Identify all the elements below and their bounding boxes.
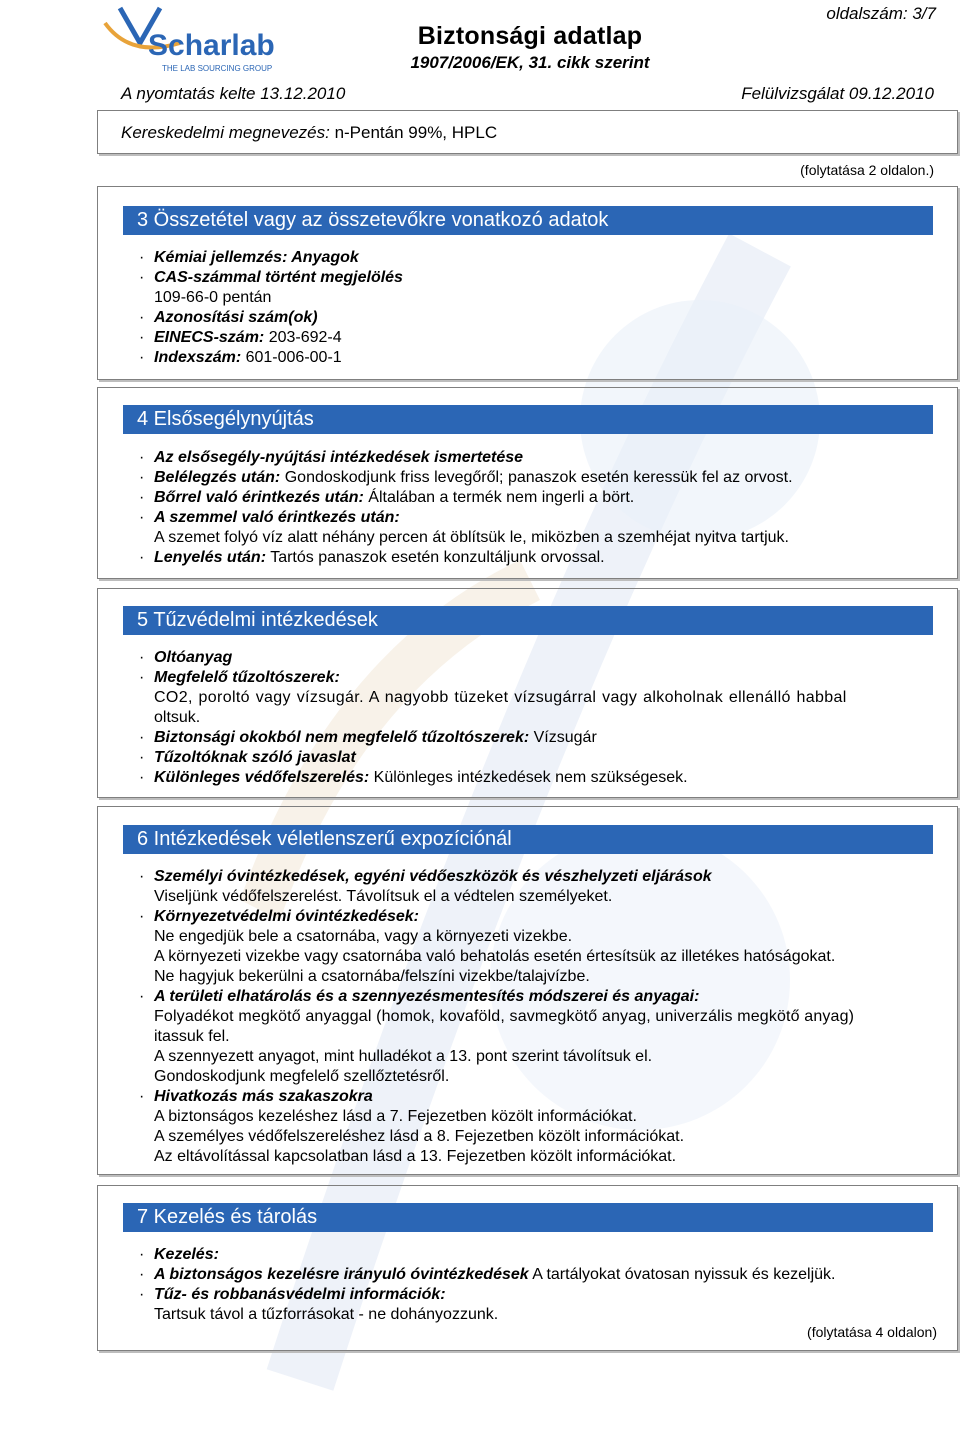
line <box>139 947 947 967</box>
line: · Indexszám: 601-006-00-1 <box>139 349 342 366</box>
line <box>139 1047 947 1067</box>
text: A tartályokat óvatosan nyissuk és kezeljük. <box>532 1266 836 1283</box>
section-7 <box>97 1185 958 1351</box>
page-number: oldalszám: 3/7 <box>826 4 936 23</box>
text: 601-006-00-1 <box>245 349 342 366</box>
trade-name <box>121 123 497 143</box>
text: A szennyezett anyagot, mint hulladékot a 13. pont szerint távolítsuk el. <box>154 1048 653 1065</box>
line <box>139 688 947 708</box>
print-date: A nyomtatás kelte 13.12.2010 <box>121 84 346 103</box>
section-6-body <box>139 867 947 1167</box>
line <box>139 1305 947 1325</box>
text: Gondoskodjunk megfelelő szellőztetésről. <box>154 1068 450 1085</box>
line: · Lenyelés után: Tartós panaszok esetén konzultáljunk orvossal. <box>139 549 605 566</box>
line: · Bőrrel való érintkezés után: Általában a termék nem ingerli a bört. <box>139 489 635 506</box>
section-3-body <box>139 248 947 368</box>
section-4-body <box>139 448 947 568</box>
section-5 <box>97 588 958 798</box>
text: A szemet folyó víz alatt néhány percen át öblítsük le, miközben a szemhéjat nyitva tartjuk. <box>154 529 789 546</box>
line: · Megfelelő tűzoltószerek: <box>139 669 340 686</box>
section-7-body <box>139 1245 947 1325</box>
text-bold: CAS-számmal történt megjelölés <box>154 269 403 286</box>
document-subtitle: 1907/2006/EK, 31. cikk szerint <box>410 53 650 72</box>
line: · Belélegzés után: Gondoskodjunk friss levegőről; panaszok esetén keressük fel az orvost. <box>139 469 793 486</box>
line: · CAS-számmal történt megjelölés <box>139 269 403 286</box>
trade-name-box <box>97 110 958 154</box>
line <box>139 1147 947 1167</box>
text: A személyes védőfelszereléshez lásd a 8. Fejezetben közölt információkat. <box>154 1128 685 1145</box>
line <box>139 708 947 728</box>
text: Gondoskodjunk friss levegőről; panaszok esetén keressük fel az orvost. <box>284 469 793 486</box>
text-bold: Személyi óvintézkedések, egyéni védőeszközök és vészhelyzeti eljárások <box>154 868 712 885</box>
text: Folyadékot megkötő anyaggal (homok, kovaföld, savmegkötő anyag, univerzális megkötő anyag) <box>154 1008 855 1025</box>
text-bold: A területi elhatárolás és a szennyezésmentesítés módszerei és anyagai: <box>154 988 700 1005</box>
text-bold: EINECS-szám: <box>154 329 265 346</box>
text-bold: Oltóanyag <box>154 649 233 666</box>
text: CO2, poroltó vagy vízsugár. A nagyobb tüzeket vízsugárral vagy alkoholnak ellenálló habbal <box>154 689 847 706</box>
text-bold: Tűz- és robbanásvédelmi információk: <box>154 1286 446 1303</box>
line: · Személyi óvintézkedések, egyéni védőeszközök és vészhelyzeti eljárások <box>139 868 712 885</box>
revision-date: Felülvizsgálat 09.12.2010 <box>741 84 934 103</box>
text-bold: Tűzoltóknak szóló javaslat <box>154 749 356 766</box>
text-bold: Indexszám: <box>154 349 242 366</box>
logo-tagline: THE LAB SOURCING GROUP <box>162 64 273 73</box>
line <box>139 1107 947 1127</box>
line: · A szemmel való érintkezés után: <box>139 509 400 526</box>
line: · A biztonságos kezelésre irányuló óvintézkedések A tartályokat óvatosan nyissuk és kezeljük. <box>139 1266 836 1283</box>
text: 203-692-4 <box>268 329 342 346</box>
line: · Tűzoltóknak szóló javaslat <box>139 749 356 766</box>
text: itassuk fel. <box>154 1028 230 1045</box>
logo-wordmark: Scharlab <box>148 29 275 62</box>
text: Tartsuk távol a tűzforrásokat - ne dohányozzunk. <box>154 1306 499 1323</box>
line: · Oltóanyag <box>139 649 233 666</box>
text-bold: Az elsősegély-nyújtási intézkedések ismertetése <box>154 449 524 466</box>
section-4-title: 4 Elsősegélynyújtás <box>123 405 933 434</box>
section-6 <box>97 806 958 1175</box>
text: A biztonságos kezeléshez lásd a 7. Fejezetben közölt információkat. <box>154 1108 637 1125</box>
section-3-title: 3 Összetétel vagy az összetevőkre vonatkozó adatok <box>123 206 933 235</box>
section-6-title: 6 Intézkedések véletlenszerű expozíciónál <box>123 825 933 854</box>
line <box>139 887 947 907</box>
line: · Tűz- és robbanásvédelmi információk: <box>139 1286 446 1303</box>
text-bold: Hivatkozás más szakaszokra <box>154 1088 373 1105</box>
line <box>139 927 947 947</box>
text-bold: Lenyelés után: <box>154 549 267 566</box>
line: · A területi elhatárolás és a szennyezésmentesítés módszerei és anyagai: <box>139 988 700 1005</box>
section-4 <box>97 387 958 579</box>
continued-from-note: (folytatása 2 oldalon.) <box>800 162 934 178</box>
section-3 <box>97 186 958 380</box>
line <box>139 288 947 308</box>
text-bold: A szemmel való érintkezés után: <box>154 509 400 526</box>
text-bold: Kezelés: <box>154 1246 219 1263</box>
text: Tartós panaszok esetén konzultáljunk orvossal. <box>270 549 605 566</box>
text: Az eltávolítással kapcsolatban lásd a 13. Fejezetben közölt információkat. <box>154 1148 677 1165</box>
text: oltsuk. <box>154 709 201 726</box>
trade-name-value: n-Pentán 99%, HPLC <box>334 123 498 142</box>
text: Különleges intézkedések nem szükségesek. <box>373 769 688 786</box>
line <box>139 1027 947 1047</box>
continued-to-note: (folytatása 4 oldalon) <box>807 1324 937 1340</box>
line <box>139 967 947 987</box>
line: · EINECS-szám: 203-692-4 <box>139 329 342 346</box>
line <box>139 528 947 548</box>
text: Vízsugár <box>533 729 597 746</box>
text: Viseljünk védőfelszerelést. Távolítsuk el a védtelen személyeket. <box>154 888 613 905</box>
text-bold: Megfelelő tűzoltószerek: <box>154 669 340 686</box>
line: · Különleges védőfelszerelés: Különleges intézkedések nem szükségesek. <box>139 769 688 786</box>
text-bold: Bőrrel való érintkezés után: <box>154 489 364 506</box>
line: · Kezelés: <box>139 1246 219 1263</box>
line: · Biztonsági okokból nem megfelelő tűzoltószerek: Vízsugár <box>139 729 597 746</box>
text-bold: Azonosítási szám(ok) <box>154 309 318 326</box>
text-bold: Biztonsági okokból nem megfelelő tűzoltószerek: <box>154 729 530 746</box>
line <box>139 1067 947 1087</box>
text-bold: Belélegzés után: <box>154 469 281 486</box>
text: 109-66-0 pentán <box>154 289 272 306</box>
text: Általában a termék nem ingerli a bört. <box>368 489 635 506</box>
text-bold: Környezetvédelmi óvintézkedések: <box>154 908 419 925</box>
line: · Környezetvédelmi óvintézkedések: <box>139 908 419 925</box>
text: Ne hagyjuk bekerülni a csatornába/felszíni vizekbe/talajvízbe. <box>154 968 590 985</box>
line <box>139 1127 947 1147</box>
text-bold: Kémiai jellemzés: Anyagok <box>154 249 359 266</box>
text: Ne engedjük bele a csatornába, vagy a környezeti vizekbe. <box>154 928 573 945</box>
document-title: Biztonsági adatlap <box>417 22 643 50</box>
text-bold: A biztonságos kezelésre irányuló óvintézkedések <box>154 1266 529 1283</box>
text-bold: Különleges védőfelszerelés: <box>154 769 370 786</box>
section-7-title: 7 Kezelés és tárolás <box>123 1203 933 1232</box>
line <box>139 1007 947 1027</box>
line: · Az elsősegély-nyújtási intézkedések ismertetése <box>139 449 524 466</box>
line: · Hivatkozás más szakaszokra <box>139 1088 373 1105</box>
section-5-body <box>139 648 947 788</box>
section-5-title: 5 Tűzvédelmi intézkedések <box>123 606 933 635</box>
line: · Azonosítási szám(ok) <box>139 309 318 326</box>
line: · Kémiai jellemzés: Anyagok <box>139 249 359 266</box>
text: A környezeti vizekbe vagy csatornába való behatolás esetén értesítsük az illetékes hatóságokat. <box>154 948 836 965</box>
trade-name-label: Kereskedelmi megnevezés: <box>121 123 330 142</box>
